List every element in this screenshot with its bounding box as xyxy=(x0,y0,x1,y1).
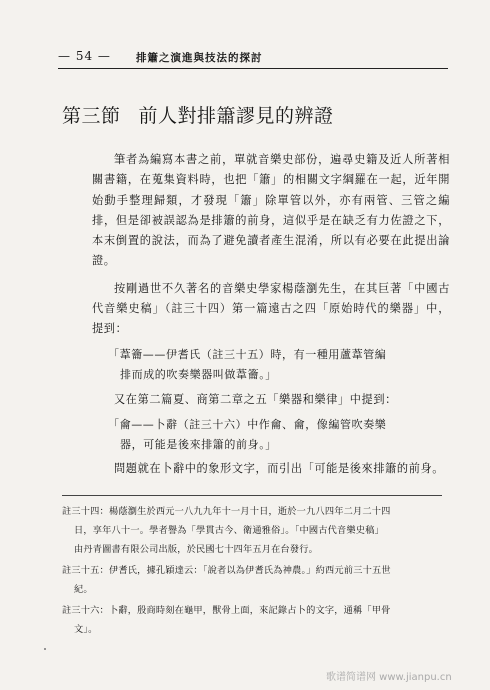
paragraph-3: 又在第二篇夏、商第二章之五「樂器和樂律」中提到： xyxy=(114,393,397,407)
paragraph-2: 按剛過世不久著名的音樂史學家楊蔭瀏先生，在其巨著「中國古代音樂史稿」（註三十四）第一篇遠古之四「原始時代的樂器」中，提到： xyxy=(92,281,450,336)
section-heading xyxy=(62,101,452,128)
quote-1 xyxy=(108,345,450,386)
quote-2-line-1: 「龠——卜辭（註三十六）中作龠、龠，像編管吹奏樂 xyxy=(108,417,387,431)
book-title: 排簫之演進與技法的探討 xyxy=(136,52,263,64)
section-number: 第三節 xyxy=(62,105,121,127)
header-rule xyxy=(58,68,448,69)
footnote-34 xyxy=(62,502,452,559)
quote-1-line-2: 排而成的吹奏樂器叫做葦籥。」 xyxy=(120,367,277,381)
quote-2-line-2: 器，可能是後來排簫的前身。」 xyxy=(120,437,277,451)
footnote-text: 日，享年八十一。學者譽為「學貫古今、衛通雅俗」。「中國古代音樂史稿」 xyxy=(74,525,384,536)
footnote-label: 註三十四： xyxy=(62,506,109,517)
footnote-text: 楊蔭瀏生於西元一八九九年十一月十日，逝於一九八四年二月二十四 xyxy=(108,506,391,517)
paragraph-4: 問題就在卜辭中的象形文字，而引出「可能是後來排簫的前身。 xyxy=(114,462,445,476)
footnotes xyxy=(62,502,452,641)
footnote-35 xyxy=(62,561,452,599)
body-text xyxy=(92,150,450,479)
quote-1-line-1: 「葦籥——伊耆氏（註三十五）時，有一種用蘆葦管編 xyxy=(108,347,387,361)
scan-speck xyxy=(44,648,46,650)
section-title: 前人對排簫謬見的辨證 xyxy=(138,105,334,127)
footnote-label: 註三十五： xyxy=(62,565,109,576)
running-header xyxy=(58,49,448,69)
footnote-rule xyxy=(62,495,442,496)
paragraph-1: 筆者為編寫本書之前，單就音樂史部份，遍尋史籍及近人所著相關書籍，在蒐集資料時，也把「簫」的相關文字綱羅在一起，近年開始動手整理歸類，才發現「簫」除單管以外，亦有兩管、三管之編排，但是卻被誤認為是排簫的前身，這似乎是在缺乏有力佐證之下，本末倒置的說法，而為了避免讀者產生混淆，所以有必要在此提出論證。 xyxy=(92,153,450,268)
footnote-text: 伊耆氏，據孔穎達云：「說者以為伊耆氏為神農。」約西元前三十五世 xyxy=(108,565,391,576)
footnote-text: 由丹青圖書有限公司出版，於民國七十四年五月在台發行。 xyxy=(74,544,319,555)
quote-2 xyxy=(108,415,450,456)
footnote-36 xyxy=(62,601,452,639)
page-number: — 54 — xyxy=(58,49,111,63)
footnote-text: 文」。 xyxy=(74,624,98,635)
footnote-label: 註三十六： xyxy=(62,605,109,616)
watermark: 歌谱简谱网 www.jianpu.cn xyxy=(326,672,452,683)
footnote-text: 卜辭，殷商時刻在龜甲，獸骨上面，來記錄占卜的文字，通稱「甲骨 xyxy=(108,605,391,616)
footnote-text: 紀。 xyxy=(74,584,93,595)
